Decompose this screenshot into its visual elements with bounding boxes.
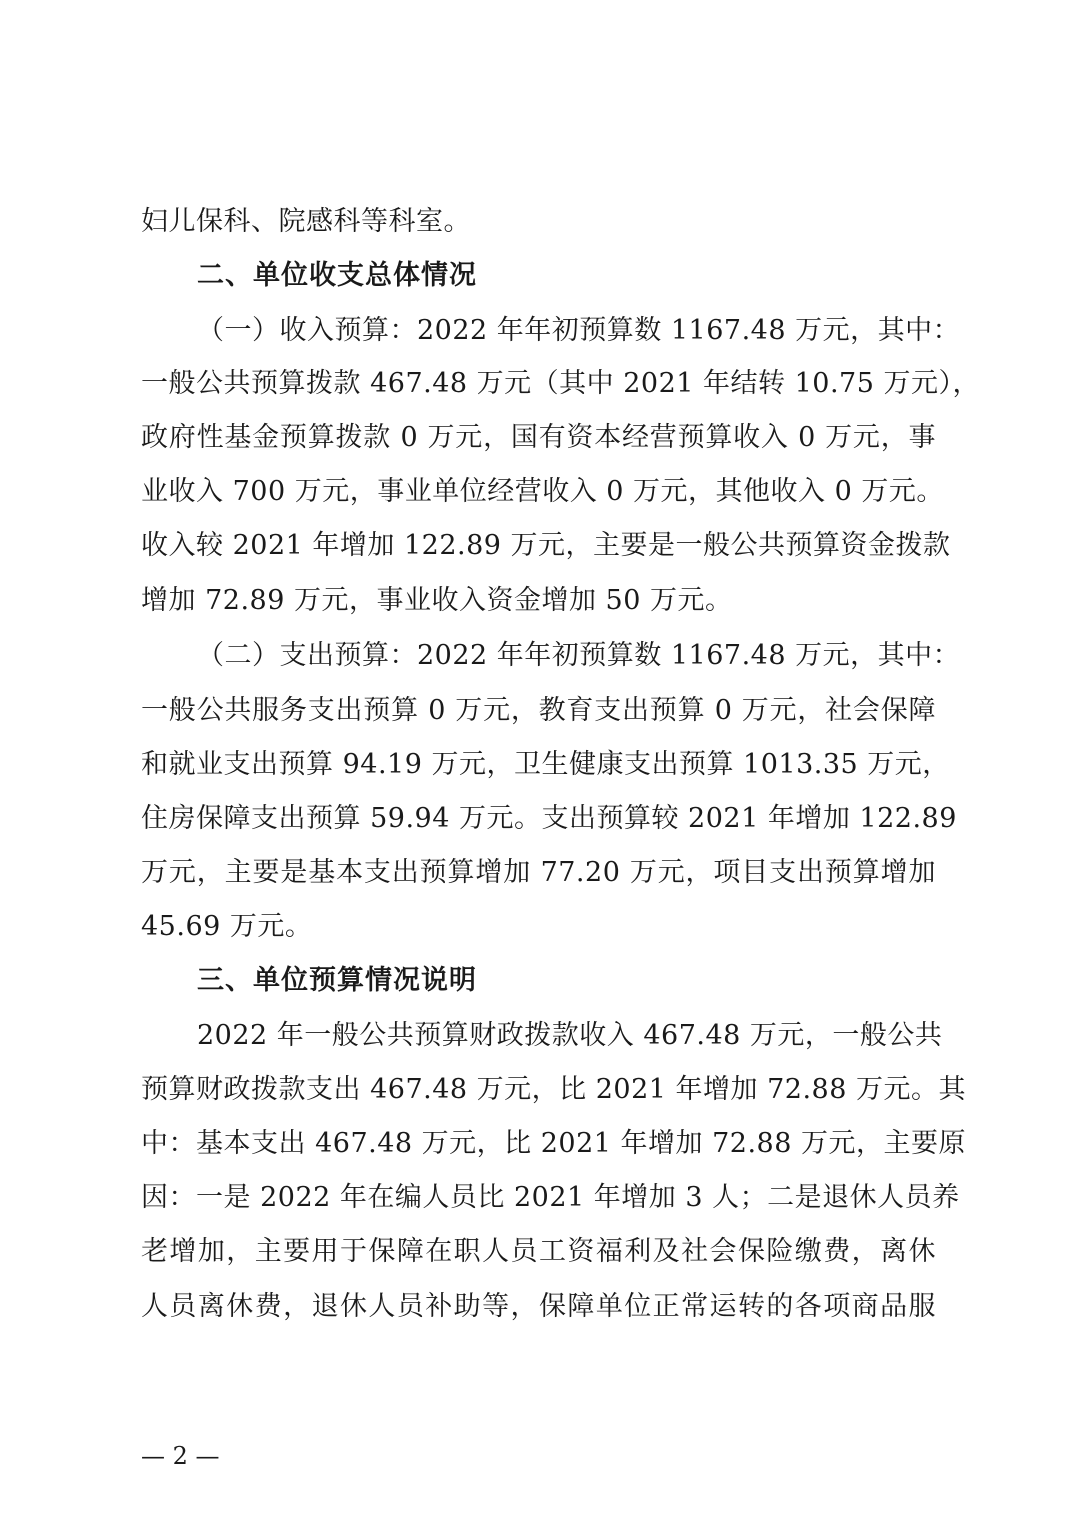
paragraph-line: 人员离休费，退休人员补助等，保障单位正常运转的各项商品服 xyxy=(141,1291,936,1322)
paragraph-line: （一）收入预算：2022 年年初预算数 1167.48 万元，其中： xyxy=(197,315,961,346)
section-heading-3: 三、单位预算情况说明 xyxy=(197,965,477,996)
paragraph-line: 老增加，主要用于保障在职人员工资福利及社会保险缴费，离休 xyxy=(141,1236,936,1267)
paragraph-line: 一般公共预算拨款 467.48 万元（其中 2021 年结转 10.75 万元）， xyxy=(141,368,980,399)
paragraph-line: （二）支出预算：2022 年年初预算数 1167.48 万元，其中： xyxy=(197,640,961,671)
paragraph-line: 妇儿保科、院感科等科室。 xyxy=(141,206,471,237)
paragraph-line: 万元，主要是基本支出预算增加 77.20 万元，项目支出预算增加 xyxy=(141,857,936,888)
paragraph-line: 预算财政拨款支出 467.48 万元，比 2021 年增加 72.88 万元。其 xyxy=(141,1074,966,1105)
paragraph-line: 和就业支出预算 94.19 万元，卫生健康支出预算 1013.35 万元， xyxy=(141,749,950,780)
section-heading-2: 二、单位收支总体情况 xyxy=(197,260,477,291)
paragraph-line: 收入较 2021 年增加 122.89 万元，主要是一般公共预算资金拨款 xyxy=(141,530,951,561)
paragraph-line: 政府性基金预算拨款 0 万元，国有资本经营预算收入 0 万元，事 xyxy=(141,422,936,453)
page-number: — 2 — xyxy=(141,1442,220,1470)
paragraph-line: 中：基本支出 467.48 万元，比 2021 年增加 72.88 万元，主要原 xyxy=(141,1128,966,1159)
paragraph-line: 增加 72.89 万元，事业收入资金增加 50 万元。 xyxy=(141,585,733,616)
paragraph-line: 业收入 700 万元，事业单位经营收入 0 万元，其他收入 0 万元。 xyxy=(141,476,944,507)
paragraph-line: 45.69 万元。 xyxy=(141,911,313,942)
paragraph-line: 一般公共服务支出预算 0 万元，教育支出预算 0 万元，社会保障 xyxy=(141,695,936,726)
paragraph-line: 因：一是 2022 年在编人员比 2021 年增加 3 人；二是退休人员养 xyxy=(141,1182,960,1213)
paragraph-line: 住房保障支出预算 59.94 万元。支出预算较 2021 年增加 122.89 xyxy=(141,803,957,834)
paragraph-line: 2022 年一般公共预算财政拨款收入 467.48 万元，一般公共 xyxy=(197,1020,943,1051)
